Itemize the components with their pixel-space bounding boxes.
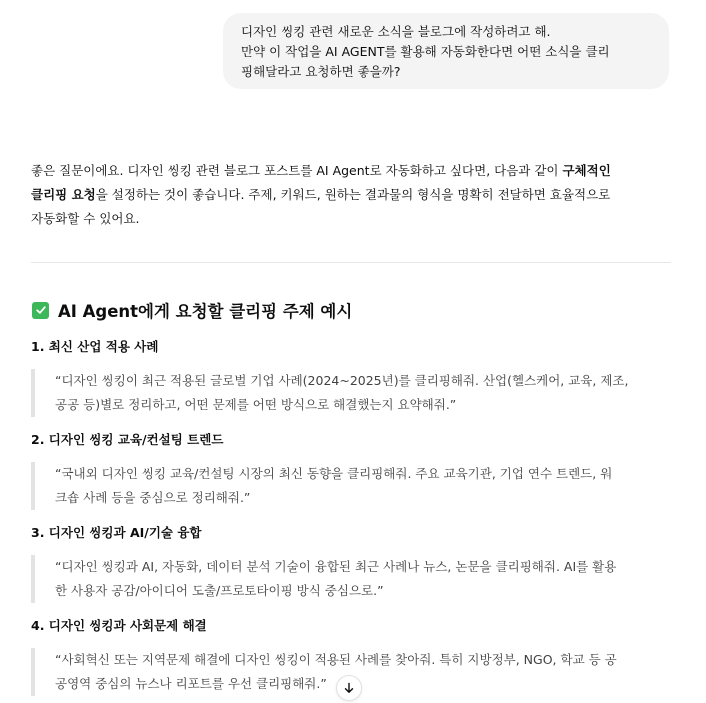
intro-bold-text: 클리핑 요청 bbox=[31, 187, 96, 202]
quote-line: “디자인 씽킹이 최근 적용된 글로벌 기업 사례(2024~2025년)를 클리핑해줘. 산업(헬스케어, 교육, 제조, bbox=[55, 373, 629, 388]
intro-text: 좋은 질문이에요. 디자인 씽킹 관련 블로그 포스트를 AI Agent로 자동화하고 싶다면, 다음과 같이 bbox=[31, 163, 563, 178]
item-title: 2. 디자인 씽킹 교육/컨설팅 트렌드 bbox=[31, 432, 224, 447]
item-quote bbox=[31, 369, 671, 417]
item-title: 1. 최신 산업 적용 사례 bbox=[31, 339, 159, 354]
scroll-to-bottom-button[interactable] bbox=[336, 675, 362, 701]
item-quote bbox=[31, 462, 671, 510]
intro-text: 을 설정하는 것이 좋습니다. 주제, 키워드, 원하는 결과물의 형식을 명확히 전달하면 효율적으로 bbox=[95, 187, 611, 202]
quote-line: 한 사용자 공감/아이디어 도출/프로토타이핑 방식 중심으로.” bbox=[55, 583, 384, 598]
quote-line: “사회혁신 또는 지역문제 해결에 디자인 씽킹이 적용된 사례를 찾아줘. 특히 지방정부, NGO, 학교 등 공 bbox=[55, 652, 617, 667]
user-message-bubble bbox=[223, 13, 669, 89]
intro-line-3: 자동화할 수 있어요. bbox=[31, 211, 140, 226]
check-mark-icon bbox=[32, 302, 49, 319]
user-message-line: 디자인 씽킹 관련 새로운 소식을 블로그에 작성하려고 해. bbox=[241, 24, 551, 39]
intro-line-1 bbox=[31, 159, 671, 183]
quote-line: 크숍 사례 등을 중심으로 정리해줘.” bbox=[55, 490, 251, 505]
divider bbox=[31, 262, 671, 263]
item-quote bbox=[31, 555, 671, 603]
section-heading bbox=[32, 297, 352, 323]
quote-line: “국내외 디자인 씽킹 교육/컨설팅 시장의 최신 동향을 클리핑해줘. 주요 교육기관, 기업 연수 트렌드, 워 bbox=[55, 466, 613, 481]
quote-line: “디자인 씽킹과 AI, 자동화, 데이터 분석 기술이 융합된 최근 사례나 뉴스, 논문을 클리핑해줘. AI를 활용 bbox=[55, 559, 617, 574]
user-message-line: 만약 이 작업을 AI AGENT를 활용해 자동화한다면 어떤 소식을 클리 bbox=[241, 44, 610, 59]
quote-line: 공영역 중심의 뉴스나 리포트를 우선 클리핑해줘.” bbox=[55, 676, 327, 691]
item-title: 4. 디자인 씽킹과 사회문제 해결 bbox=[31, 618, 207, 633]
quote-line: 공공 등)별로 정리하고, 어떤 문제를 어떤 방식으로 해결했는지 요약해줘.” bbox=[55, 397, 457, 412]
arrow-down-icon bbox=[343, 682, 355, 694]
item-title: 3. 디자인 씽킹과 AI/기술 융합 bbox=[31, 525, 202, 540]
assistant-intro bbox=[31, 159, 671, 231]
intro-line-2 bbox=[31, 183, 671, 207]
intro-bold-text: 구체적인 bbox=[562, 163, 611, 178]
section-title: AI Agent에게 요청할 클리핑 주제 예시 bbox=[58, 302, 353, 321]
user-message-line: 핑해달라고 요청하면 좋을까? bbox=[241, 64, 401, 79]
